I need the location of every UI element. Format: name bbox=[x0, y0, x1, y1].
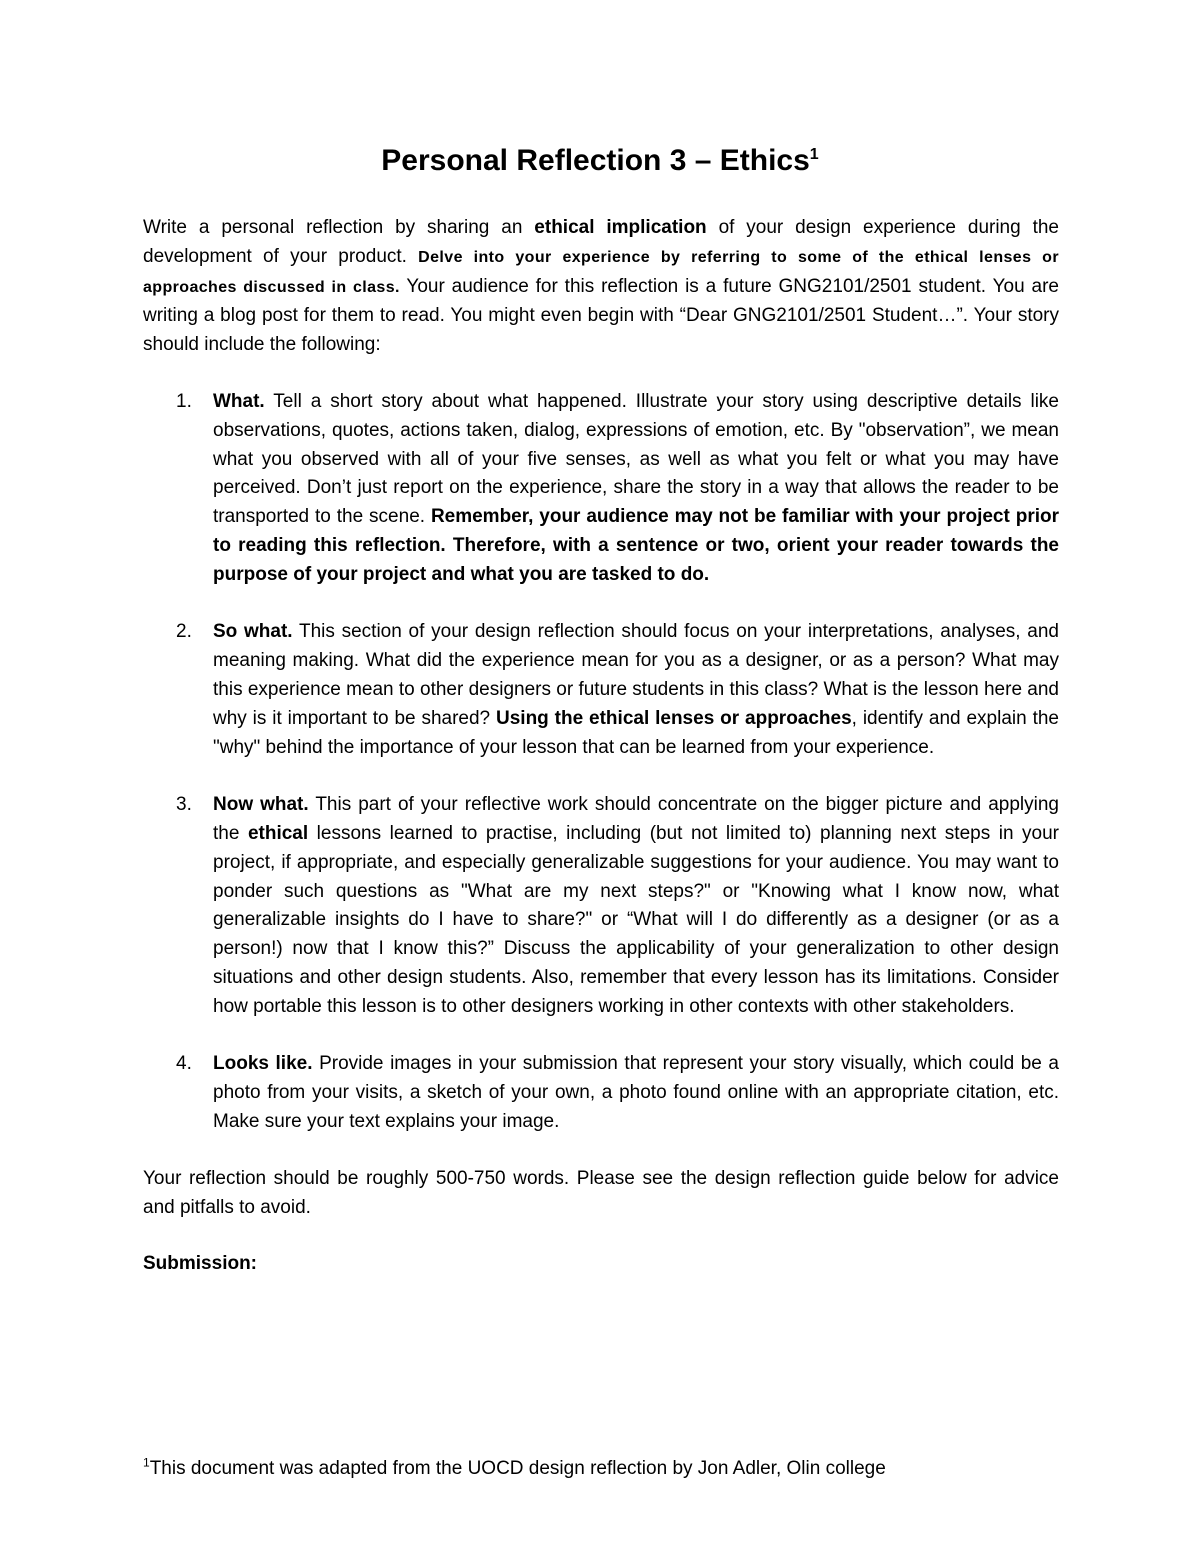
list-item-text: This part of your reflective work should concentrate on the bigger picture and applying the bbox=[213, 794, 1059, 844]
intro-bold-ethical-implication: ethical implication bbox=[534, 217, 707, 238]
intro-text-3: Your audience for this reflection is a future GNG2101/2501 student. You are writing a blog post for them to read. You might even begin with “Dear GNG2101/2501 Student…”. Your story should include the following: bbox=[143, 275, 1059, 356]
reflection-items-list bbox=[143, 388, 1059, 1137]
list-item-bold-mid: Using the ethical lenses or approaches bbox=[496, 707, 852, 729]
list-item-so-what bbox=[143, 618, 1059, 762]
intro-text-2: of your design experience during the development of your product. bbox=[143, 217, 1059, 267]
list-number: 2. bbox=[176, 621, 192, 643]
list-number: 3. bbox=[176, 794, 192, 816]
list-item-text: Provide images in your submission that represent your story visually, which could be a photo from your visits, a sketch of your own, a photo found online with an appropriate citation, etc. Make sure your text explains your image. bbox=[213, 1053, 1059, 1132]
list-item-what bbox=[143, 388, 1059, 590]
list-item-text: This section of your design reflection should focus on your interpretations, analyses, and meaning making. What did the experience mean for you as a designer, or as a person? What may this experience mean to other designers or future students in this class? What is the lesson here and why is it important to be shared? bbox=[213, 621, 1059, 729]
footnote-text: This document was adapted from the UOCD design reflection by Jon Adler, Olin college bbox=[149, 1458, 886, 1479]
list-item-lead: So what. bbox=[213, 621, 293, 643]
intro-text-1: Write a personal reflection by sharing an bbox=[143, 217, 535, 238]
footnote-marker: 1 bbox=[143, 1455, 150, 1470]
list-number: 1. bbox=[176, 390, 192, 412]
list-item-lead: Now what. bbox=[213, 794, 309, 816]
list-item-text-end: , identify and explain the "why" behind the importance of your lesson that can be learned from your experience. bbox=[213, 707, 1059, 758]
list-item-now-what bbox=[143, 791, 1059, 1021]
list-item-bold-mid: ethical bbox=[247, 822, 309, 844]
title-footnote-marker: 1 bbox=[809, 146, 819, 163]
footnote bbox=[143, 1455, 1059, 1483]
list-item-text-end: lessons learned to practise, including (but not limited to) planning next steps in your project, if appropriate, and especially generalizable suggestions for your audience. You may want to ponder such questions as "What are my next steps?" or "Knowing what I know now, what generalizable insights do I have to share?" or “What will I do differently as a designer (or as a person!) now that I know this?” Discuss the applicability of your generalization to other design situations and other design students. Also, remember that every lesson has its limitations. Consider how portable this lesson is to other designers working in other contexts with other stakeholders. bbox=[213, 822, 1059, 1017]
list-item-text: Tell a short story about what happened. Illustrate your story using descriptive details like observations, quotes, actions taken, dialog, expressions of emotion, etc. By "observation”, we mean what you observed with all of your five senses, as well as what you felt or what you may have perceived. Don’t just report on the experience, share the story in a way that allows the reader to be transported to the scene. bbox=[213, 390, 1059, 528]
list-item-lead: What. bbox=[213, 390, 265, 412]
title-text: Personal Reflection 3 – Ethics bbox=[381, 144, 810, 177]
list-item-looks-like bbox=[143, 1050, 1059, 1136]
list-item-lead: Looks like. bbox=[213, 1053, 313, 1075]
page-title bbox=[0, 140, 1200, 182]
submission-heading: Submission: bbox=[143, 1253, 258, 1275]
document-body bbox=[143, 214, 1059, 1279]
list-item-bold-tail: Remember, your audience may not be familiar with your project prior to reading this reflection. Therefore, with a sentence or two, orient your reader towards the purpose of your project and what you are tasked to do. bbox=[213, 506, 1059, 585]
closing-paragraph: Your reflection should be roughly 500-750 words. Please see the design reflection guide below for advice and pitfalls to avoid. bbox=[143, 1167, 1059, 1218]
intro-paragraph bbox=[143, 214, 1059, 360]
list-number: 4. bbox=[176, 1053, 192, 1075]
intro-bold-delve: Delve into your experience by referring to some of the ethical lenses or approaches discussed in class. bbox=[143, 248, 1059, 296]
